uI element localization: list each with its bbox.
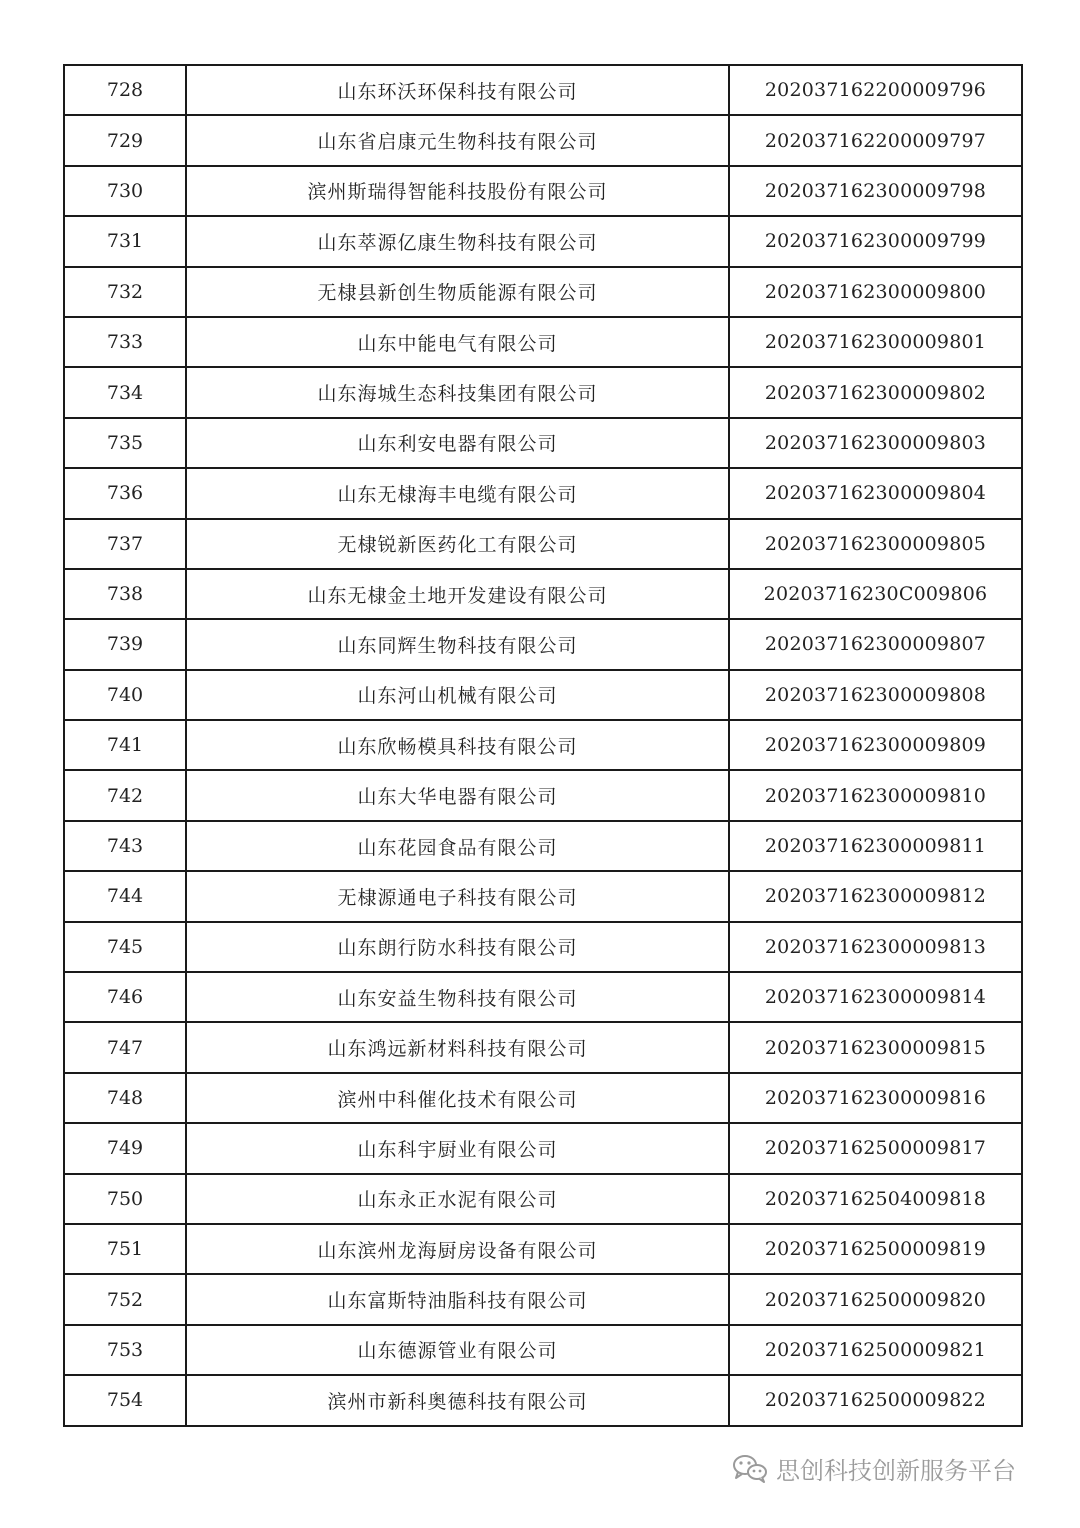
row-number: 728	[64, 65, 186, 115]
registration-code: 202037162300009815	[729, 1022, 1022, 1072]
company-name: 滨州斯瑞得智能科技股份有限公司	[186, 166, 729, 216]
table-row	[64, 65, 1022, 115]
registration-code: 202037162200009796	[729, 65, 1022, 115]
row-number: 734	[64, 367, 186, 417]
company-name: 山东大华电器有限公司	[186, 770, 729, 820]
registration-code: 202037162300009800	[729, 267, 1022, 317]
table-row	[64, 1274, 1022, 1324]
row-number: 754	[64, 1375, 186, 1425]
table-row	[64, 267, 1022, 317]
watermark-text: 思创科技创新服务平台	[776, 1456, 1016, 1485]
registration-code: 202037162300009802	[729, 367, 1022, 417]
table-row	[64, 1022, 1022, 1072]
table-row	[64, 821, 1022, 871]
row-number: 740	[64, 670, 186, 720]
registration-code: 202037162300009812	[729, 871, 1022, 921]
table-row	[64, 972, 1022, 1022]
registration-code: 202037162300009807	[729, 619, 1022, 669]
row-number: 746	[64, 972, 186, 1022]
company-name: 无棣源通电子科技有限公司	[186, 871, 729, 921]
table-row	[64, 317, 1022, 367]
row-number: 739	[64, 619, 186, 669]
row-number: 735	[64, 418, 186, 468]
row-number: 745	[64, 922, 186, 972]
table-row	[64, 418, 1022, 468]
registration-code: 202037162300009801	[729, 317, 1022, 367]
company-name: 山东环沃环保科技有限公司	[186, 65, 729, 115]
table-row	[64, 519, 1022, 569]
table-row	[64, 468, 1022, 518]
company-name: 山东河山机械有限公司	[186, 670, 729, 720]
wechat-icon	[732, 1453, 768, 1483]
registration-code: 202037162300009808	[729, 670, 1022, 720]
company-name: 滨州市新科奥德科技有限公司	[186, 1375, 729, 1425]
table-row	[64, 1073, 1022, 1123]
registration-code: 202037162200009797	[729, 115, 1022, 165]
registration-code: 202037162500009820	[729, 1274, 1022, 1324]
company-name: 山东鸿远新材料科技有限公司	[186, 1022, 729, 1072]
registration-table	[63, 64, 1023, 1427]
row-number: 729	[64, 115, 186, 165]
registration-code: 202037162300009798	[729, 166, 1022, 216]
company-name: 山东朗行防水科技有限公司	[186, 922, 729, 972]
table-row	[64, 871, 1022, 921]
table-row	[64, 1325, 1022, 1375]
row-number: 743	[64, 821, 186, 871]
table-row	[64, 670, 1022, 720]
registration-code: 202037162300009799	[729, 216, 1022, 266]
table-row	[64, 1224, 1022, 1274]
company-name: 山东海城生态科技集团有限公司	[186, 367, 729, 417]
company-name: 山东永正水泥有限公司	[186, 1174, 729, 1224]
company-name: 山东安益生物科技有限公司	[186, 972, 729, 1022]
company-name: 山东中能电气有限公司	[186, 317, 729, 367]
table-row	[64, 720, 1022, 770]
registration-code: 202037162300009814	[729, 972, 1022, 1022]
registration-code: 202037162300009803	[729, 418, 1022, 468]
registration-code: 202037162300009811	[729, 821, 1022, 871]
company-name: 山东无棣金土地开发建设有限公司	[186, 569, 729, 619]
row-number: 731	[64, 216, 186, 266]
company-name: 山东花园食品有限公司	[186, 821, 729, 871]
row-number: 749	[64, 1123, 186, 1173]
row-number: 732	[64, 267, 186, 317]
company-name: 无棣锐新医药化工有限公司	[186, 519, 729, 569]
registration-code: 202037162500009821	[729, 1325, 1022, 1375]
row-number: 753	[64, 1325, 186, 1375]
company-name: 山东利安电器有限公司	[186, 418, 729, 468]
registration-code: 202037162300009816	[729, 1073, 1022, 1123]
row-number: 730	[64, 166, 186, 216]
table-row	[64, 569, 1022, 619]
table-row	[64, 1174, 1022, 1224]
table-row	[64, 922, 1022, 972]
registration-code: 202037162504009818	[729, 1174, 1022, 1224]
row-number: 750	[64, 1174, 186, 1224]
table-row	[64, 115, 1022, 165]
row-number: 747	[64, 1022, 186, 1072]
row-number: 738	[64, 569, 186, 619]
registration-code: 202037162500009822	[729, 1375, 1022, 1425]
table-body	[64, 65, 1022, 1426]
registration-code: 202037162300009804	[729, 468, 1022, 518]
row-number: 751	[64, 1224, 186, 1274]
company-name: 滨州中科催化技术有限公司	[186, 1073, 729, 1123]
watermark	[732, 1448, 1016, 1488]
company-name: 山东无棣海丰电缆有限公司	[186, 468, 729, 518]
company-name: 山东欣畅模具科技有限公司	[186, 720, 729, 770]
registration-code: 202037162500009817	[729, 1123, 1022, 1173]
table-row	[64, 367, 1022, 417]
registration-code: 202037162300009805	[729, 519, 1022, 569]
company-name: 山东滨州龙海厨房设备有限公司	[186, 1224, 729, 1274]
registration-code: 202037162300009813	[729, 922, 1022, 972]
table-row	[64, 1375, 1022, 1425]
row-number: 736	[64, 468, 186, 518]
company-name: 无棣县新创生物质能源有限公司	[186, 267, 729, 317]
company-name: 山东省启康元生物科技有限公司	[186, 115, 729, 165]
table-row	[64, 166, 1022, 216]
registration-code: 20203716230C009806	[729, 569, 1022, 619]
registration-code: 202037162300009809	[729, 720, 1022, 770]
registration-code: 202037162500009819	[729, 1224, 1022, 1274]
row-number: 744	[64, 871, 186, 921]
row-number: 741	[64, 720, 186, 770]
table-row	[64, 770, 1022, 820]
row-number: 737	[64, 519, 186, 569]
row-number: 733	[64, 317, 186, 367]
row-number: 752	[64, 1274, 186, 1324]
company-name: 山东萃源亿康生物科技有限公司	[186, 216, 729, 266]
table-row	[64, 1123, 1022, 1173]
row-number: 748	[64, 1073, 186, 1123]
company-name: 山东富斯特油脂科技有限公司	[186, 1274, 729, 1324]
table-row	[64, 619, 1022, 669]
company-name: 山东德源管业有限公司	[186, 1325, 729, 1375]
company-name: 山东科宇厨业有限公司	[186, 1123, 729, 1173]
company-name: 山东同辉生物科技有限公司	[186, 619, 729, 669]
registration-code: 202037162300009810	[729, 770, 1022, 820]
row-number: 742	[64, 770, 186, 820]
table-row	[64, 216, 1022, 266]
